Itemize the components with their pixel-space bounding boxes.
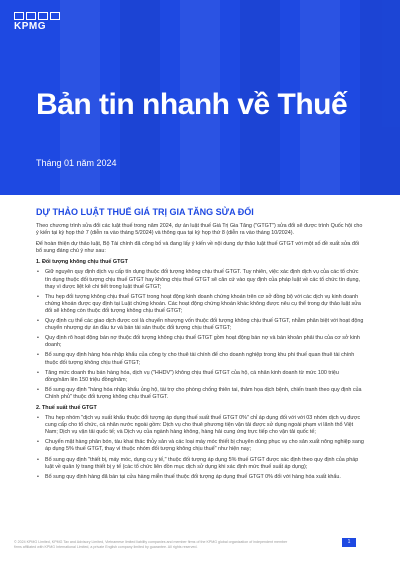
bullet-item: • Bổ sung quy định "hàng hóa nhập khẩu ủng hộ, tài trợ cho phòng chống thiên tai, thảm họa dịch bệnh, chiến tranh theo quy định của Chính phủ" thuộc đối tượng không chịu thuế GTGT. — [36, 387, 364, 401]
bullet-item: • Quy định rõ hoạt động bán nợ thuộc đối tượng không chịu thuế GTGT gồm hoạt động bán nợ và bán khoản phải thu của cơ sở kinh doanh; — [36, 335, 364, 349]
kpmg-logo — [14, 12, 60, 32]
article-body — [36, 207, 364, 484]
bullet-item: • Bổ sung quy định "thiết bị, máy móc, dụng cụ y tế," thuộc đối tượng áp dụng 5% thuế GTGT được xác định theo quy định của pháp luật về quản lý trang thiết bị y tế (các tổ chức liên đồn mục dịch sử dụng khi xác định mức thuế suất áp dụng); — [36, 457, 364, 471]
page-number: 1 — [342, 538, 356, 547]
newsletter-date: Tháng 01 năm 2024 — [36, 158, 117, 168]
article-title: DỰ THẢO LUẬT THUẾ GIÁ TRỊ GIA TĂNG SỬA ĐỔI — [36, 207, 254, 217]
bullet-item: • Bổ sung quy định hàng đã bán tại cửa hàng miễn thuế thuộc đối tượng áp dụng thuế GTGT 0% đối với hàng hóa xuất khẩu. — [36, 474, 364, 481]
bullet-item: • Thu hẹp đối tượng không chịu thuế GTGT trong hoạt động kinh doanh chứng khoán trên cơ sở đồng bộ với các dịch vụ kinh doanh chứng khoán được quy định tại Luật chứng khoán. Các hoạt động chứng khoán khác không được nêu cụ thể trong dự thảo luật sửa đổi sẽ không còn thuộc đối tượng không chịu thuế GTGT; — [36, 294, 364, 315]
logo-text: KPMG — [14, 21, 46, 32]
bullet-item: • Quy định cụ thể các giao dịch được coi là chuyển nhượng vốn thuộc đối tượng không chịu thuế GTGT, nhằm phân biệt với hoạt động chuyển nhượng dự án đầu tư và bán tài sản thuộc đối tượng chịu thuế GTGT; — [36, 318, 364, 332]
newsletter-title: Bản tin nhanh về Thuế — [36, 88, 348, 121]
bullet-item: • Bổ sung quy định hàng hóa nhập khẩu của công ty cho thuê tài chính để cho doanh nghiệp trong khu phi thuế quan thuê tài chính thuộc đối tượng không chịu thuế GTGT; — [36, 352, 364, 366]
section-heading: 2. Thuế suất thuế GTGT — [36, 404, 97, 411]
bullet-item: • Tăng mức doanh thu bán hàng hóa, dịch vụ ("HHDV") không chịu thuế GTGT của hộ, cá nhân kinh doanh từ mức 100 triệu đồng/năm lên 150 triệu đồng/năm; — [36, 370, 364, 384]
bullet-item: • Chuyển mặt hàng phân bón, tàu khai thác thủy sản và các loại máy móc thiết bị chuyên dùng phục vụ cho sản xuất nông nghiệp sang áp dụng 5% thuế GTGT, thay vì thuộc nhóm đối tượng không chịu thuế" như hiện nay; — [36, 439, 364, 453]
intro-paragraph: Theo chương trình sửa đổi các luật thuế trong năm 2024, dự án luật thuế Giá Trị Gia Tăng ("GTGT") sửa đổi sẽ được trình Quốc hội cho ý kiến tại kỳ họp thứ 7 (diễn ra vào tháng 5/2024) và thông qua tại kỳ họp thứ 8 (diễn ra vào tháng 10/2024). — [36, 223, 363, 237]
section-heading: 1. Đối tượng không chịu thuế GTGT — [36, 259, 128, 266]
bullet-item: • Thu hẹp nhóm "dịch vụ xuất khẩu thuộc đối tượng áp dụng thuế suất thuế GTGT 0%" chỉ áp dụng đối với với 03 nhóm dịch vụ được cung cấp cho tổ chức, cá nhân nước ngoài gồm: Dịch vụ cho thuê phương tiện vận tải được sử dụng ngoài phạm vi lãnh thổ Việt Nam; Dịch vụ vận tải quốc tế; và Dịch vụ của ngành hàng không, hàng hải cung ứng trực tiếp cho vận tải quốc tế; — [36, 415, 364, 436]
decorative-band — [360, 0, 400, 195]
bullet-item: • Giữ nguyên quy định dịch vụ cấp tín dụng thuộc đối tượng không chịu thuế GTGT. Tuy nhiên, việc xác định dịch vụ của các tổ chức tín dụng thuộc đối tượng chịu thuế GTGT hay không chịu thuế GTGT sẽ căn cứ vào quy định của pháp luật về các tổ chức tín dụng, thay vì được liệt kê chi tiết trong luật thuế GTGT; — [36, 269, 364, 290]
header-banner — [0, 0, 400, 195]
footer-note: © 2024 KPMG Limited, KPMG Tax and Advisory Limited, Vietnamese limited liability companies and member firms of the KPMG global organization of independent member firms affiliated with KPMG International Limited, a private English company limited by guarantee. All rights reserved. — [14, 540, 288, 549]
intro-paragraph: Để hoàn thiện dự thảo luật, Bộ Tài chính đã công bố và đang lấy ý kiến về nội dung dự thảo luật thuế GTGT với một số đề xuất sửa đổi bổ sung đáng chú ý như sau: — [36, 241, 360, 255]
logo-squares-icon — [14, 12, 60, 20]
